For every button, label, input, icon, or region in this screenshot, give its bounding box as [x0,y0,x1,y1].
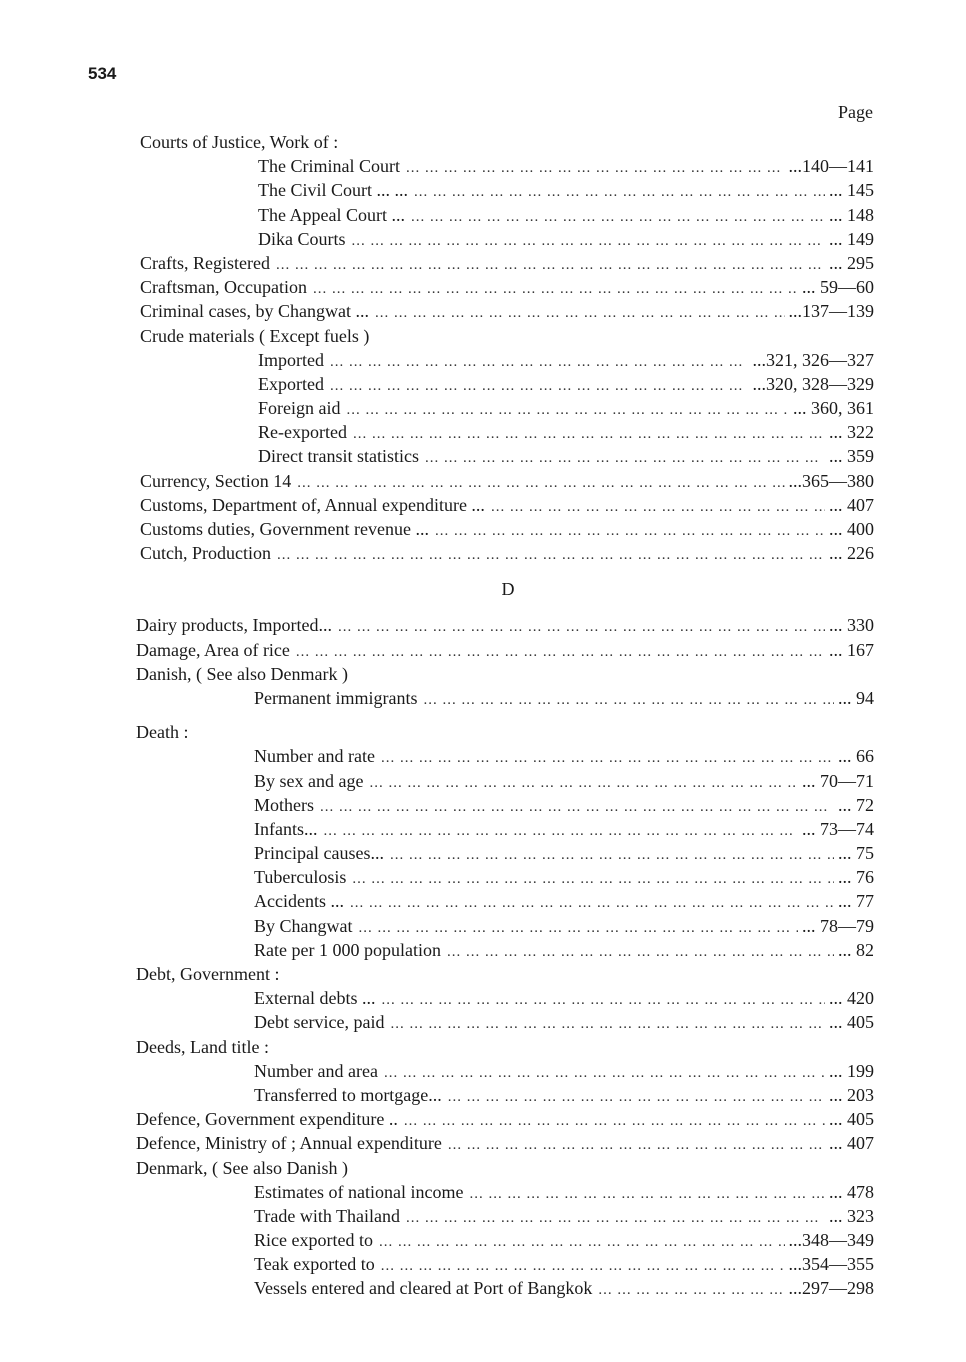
entry-label: Defence, Government expenditure .. [136,1109,398,1130]
leader-dots [350,891,834,915]
leader-dots [390,843,834,867]
entry-label: The Appeal Court ... [258,204,405,225]
leader-dots [353,422,825,446]
entry-label: External debts ... [254,988,376,1009]
entry-page-ref: ... 420 [829,988,874,1009]
entry-label: Dairy products, Imported... [136,615,332,636]
index-entry [0,1035,966,1059]
entry-label: Re-exported [258,422,347,443]
entry-label: Number and area [254,1060,378,1081]
entry-page-ref: ... 407 [829,1133,874,1154]
entry-label: Cutch, Production [140,543,271,564]
entry-page-ref: ...137—139 [788,301,874,322]
leader-dots [406,1206,825,1230]
leader-dots [297,471,784,495]
entry-page-ref: ... 199 [829,1060,874,1081]
index-subentry [0,1252,966,1276]
entry-page-ref: ... 94 [838,687,874,708]
index-entry [0,613,966,637]
entry-label: Estimates of national income [254,1181,464,1202]
leader-dots [406,156,785,180]
entry-page-ref: ... 76 [838,867,874,888]
index-subentry [0,686,966,710]
leader-dots [448,1133,825,1157]
leader-dots [390,1012,825,1036]
entry-label: Tuberculosis [254,867,347,888]
leader-dots [359,916,799,940]
entry-page-ref: ... 322 [829,422,874,443]
index-subentry [0,1204,966,1228]
entry-label: Courts of Justice, Work of : [140,132,339,152]
entry-label: Accidents ... [254,891,344,912]
entry-page-ref: ... 70—71 [802,770,874,791]
entry-label: Danish, ( See also Denmark ) [136,663,348,684]
section-letter-d: D [501,579,515,600]
index-entry [0,130,966,154]
leader-dots [277,543,825,567]
entry-label: Direct transit statistics [258,446,419,467]
leader-dots [379,1230,785,1254]
index-entry [0,275,966,299]
index-list [0,130,966,1301]
index-subentry [0,154,966,178]
entry-page-ref: ...365—380 [788,470,874,491]
entry-label: Deeds, Land title : [136,1036,269,1057]
index-entry [0,1156,966,1180]
entry-page-ref: ... 407 [829,494,874,515]
page-column-header: Page [838,102,873,122]
index-group-d [0,613,966,1300]
leader-dots [414,180,825,204]
entry-label: By sex and age [254,770,364,791]
leader-dots [352,867,834,891]
entry-label: Teak exported to [254,1254,375,1275]
index-entry [0,962,966,986]
index-subentry [0,793,966,817]
entry-label: Crafts, Registered [140,252,270,273]
entry-page-ref: ... 330 [829,615,874,636]
entry-page-ref: ... 359 [829,446,874,467]
index-entry [0,1131,966,1155]
index-subentry [0,769,966,793]
entry-page-ref: ... 203 [829,1084,874,1105]
index-subentry [0,1059,966,1083]
entry-label: Debt, Government : [136,964,280,984]
leader-dots [491,495,825,519]
entry-label: Crude materials ( Except fuels ) [140,325,370,346]
entry-page-ref: ... 82 [838,939,874,960]
leader-dots [296,640,825,664]
leader-dots [369,771,798,795]
leader-dots [320,795,834,819]
entry-label: Defence, Ministry of ; Annual expenditure [136,1133,442,1154]
entry-page-ref: ...354—355 [788,1254,874,1275]
entry-page-ref: ... 75 [838,843,874,864]
entry-page-ref: ... 478 [829,1181,874,1202]
entry-label: Craftsman, Occupation [140,277,307,298]
index-subentry [0,914,966,938]
entry-page-ref: ...297—298 [788,1278,874,1299]
page-number: 534 [88,64,117,83]
entry-label: The Criminal Court [258,156,400,177]
leader-dots [381,1254,785,1278]
entry-label: Damage, Area of rice [136,639,290,660]
entry-page-ref: ... 323 [829,1205,874,1226]
entry-label: Principal causes... [254,843,384,864]
entry-label: By Changwat [254,915,353,936]
leader-dots [423,688,834,712]
leader-dots [347,398,790,422]
entry-label: Trade with Thailand [254,1205,400,1226]
leader-dots [404,1109,825,1133]
index-subentry [0,348,966,372]
entry-label: Number and rate [254,746,375,767]
entry-page-ref: ... 59—60 [802,277,874,298]
index-subentry [0,178,966,202]
entry-page-ref: ... 226 [829,543,874,564]
entry-label: Denmark, ( See also Danish ) [136,1157,348,1178]
entry-label: The Civil Court ... ... [258,180,408,201]
entry-page-ref: ... 167 [829,639,874,660]
index-subentry [0,1180,966,1204]
index-subentry [0,1083,966,1107]
leader-dots [384,1061,825,1085]
entry-page-ref: ... 148 [829,204,874,225]
entry-label: Permanent immigrants [254,687,418,708]
index-entry [0,469,966,493]
entry-page-ref: ... 73—74 [802,818,874,839]
leader-dots [381,746,834,770]
entry-label: Exported [258,373,324,394]
entry-page-ref: ... 72 [838,794,874,815]
entry-label: Mothers [254,794,314,815]
entry-label: Vessels entered and cleared at Port of Bangkok [254,1278,593,1299]
index-entry [0,493,966,517]
index-entry [0,251,966,275]
index-subentry [0,227,966,251]
leader-dots [313,277,798,301]
index-subentry [0,420,966,444]
index-entry [0,299,966,323]
index-subentry [0,372,966,396]
entry-page-ref: ...320, 328—329 [752,373,874,394]
index-subentry [0,938,966,962]
index-subentry [0,1010,966,1034]
leader-dots [381,988,825,1012]
index-entry [0,720,966,744]
entry-page-ref: ... 149 [829,228,874,249]
entry-label: Dika Courts [258,228,346,249]
entry-label: Death : [136,722,189,743]
entry-label: Rice exported to [254,1230,373,1251]
entry-label: Transferred to mortgage... [254,1084,442,1105]
entry-page-ref: ... 66 [838,746,874,767]
entry-page-ref: ... 77 [838,891,874,912]
leader-dots [375,301,785,325]
entry-label: Customs, Department of, Annual expenditure ... [140,494,485,515]
index-entry [0,541,966,565]
index-subentry [0,1276,966,1300]
leader-dots [330,374,749,398]
index-entry [0,1107,966,1131]
index-subentry [0,396,966,420]
index-entry [0,662,966,686]
index-group-c [0,130,966,565]
entry-page-ref: ... 78—79 [802,915,874,936]
index-entry [0,517,966,541]
index-entry [0,710,966,720]
index-subentry [0,444,966,468]
index-subentry [0,865,966,889]
entry-page-ref: ... 400 [829,519,874,539]
entry-label: Infants... [254,818,318,839]
entry-page-ref: ... 145 [829,180,874,201]
leader-dots [447,940,834,964]
leader-dots [598,1278,784,1302]
entry-label: Debt service, paid [254,1012,385,1033]
leader-dots [338,615,825,639]
leader-dots [425,446,825,470]
entry-label: Foreign aid [258,398,341,419]
index-subentry [0,203,966,227]
leader-dots [469,1182,825,1206]
entry-page-ref: ... 360, 361 [793,398,874,419]
index-subentry [0,986,966,1010]
entry-page-ref: ... 405 [829,1012,874,1033]
index-subentry [0,744,966,768]
entry-page-ref: ...348—349 [788,1230,874,1251]
entry-label: Customs duties, Government revenue ... [140,519,429,539]
entry-page-ref: ... 295 [829,252,874,273]
index-subentry [0,841,966,865]
entry-label: Criminal cases, by Changwat ... [140,301,369,322]
index-subentry [0,1228,966,1252]
index-entry [0,324,966,348]
entry-label: Currency, Section 14 [140,470,292,491]
entry-label: Imported [258,349,324,370]
index-entry [0,638,966,662]
entry-page-ref: ...321, 326—327 [752,349,874,370]
leader-dots [323,819,798,843]
leader-dots [352,229,826,253]
index-subentry [0,817,966,841]
entry-page-ref: ...140—141 [788,156,874,177]
leader-dots [448,1085,825,1109]
leader-dots [276,253,825,277]
leader-dots [411,205,825,229]
index-subentry [0,889,966,913]
leader-dots [330,350,749,374]
entry-label: Rate per 1 000 population [254,939,441,960]
entry-page-ref: ... 405 [829,1109,874,1130]
leader-dots [435,519,825,543]
